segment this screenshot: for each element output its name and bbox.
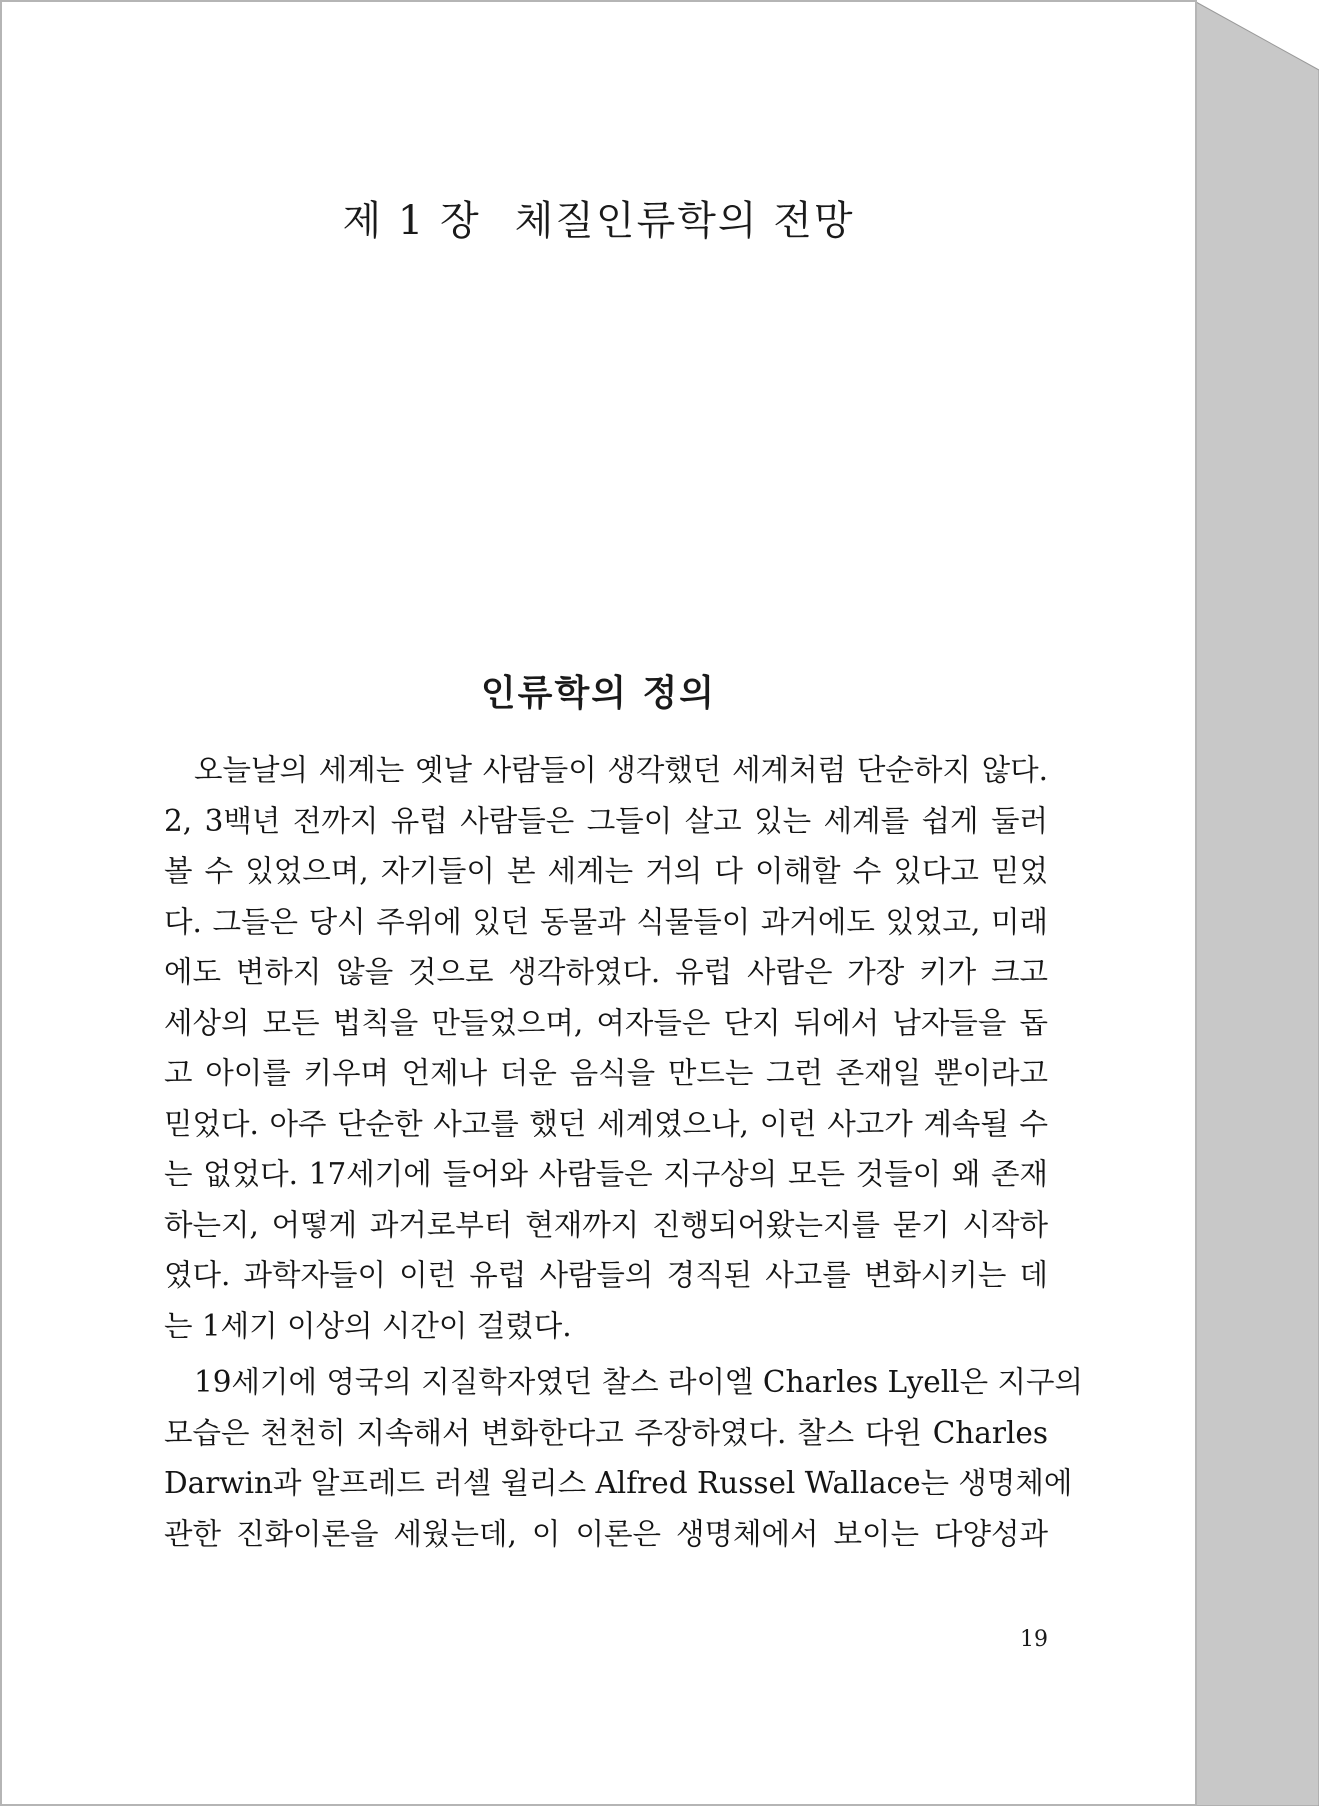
- body-text: [164, 745, 1083, 1559]
- text-line: 에도 변하지 않을 것으로 생각하였다. 유럽 사람은 가장 키가 크고: [164, 955, 1048, 989]
- text-line: Darwin과 알프레드 러셀 윌리스 Alfred Russel Wallace는 생명체에: [164, 1466, 1073, 1500]
- paragraph: [164, 1357, 1083, 1559]
- text-line: 다. 그들은 당시 주위에 있던 동물과 식물들이 과거에도 있었고, 미래: [164, 904, 1048, 939]
- chapter-title: [2, 189, 1195, 246]
- text-line: 세상의 모든 법칙을 만들었으며, 여자들은 단지 뒤에서 남자들을 돕: [164, 1005, 1048, 1040]
- paragraph: [164, 745, 1048, 1351]
- chapter-number: 제 1 장: [342, 197, 481, 244]
- text-line: 오늘날의 세계는 옛날 사람들이 생각했던 세계처럼 단순하지 않다.: [194, 753, 1048, 787]
- section-title: 인류학의 정의: [480, 671, 717, 714]
- text-line: 고 아이를 키우며 언제나 더운 음식을 만드는 그런 존재일 뿐이라고: [164, 1056, 1048, 1090]
- book-page: [2, 2, 1195, 1802]
- text-line: 볼 수 있었으며, 자기들이 본 세계는 거의 다 이해할 수 있다고 믿었: [164, 854, 1048, 888]
- text-line: 는 없었다. 17세기에 들어와 사람들은 지구상의 모든 것들이 왜 존재: [164, 1157, 1048, 1191]
- text-line: 믿었다. 아주 단순한 사고를 했던 세계였으나, 이런 사고가 계속될 수: [164, 1106, 1048, 1141]
- text-line: 모습은 천천히 지속해서 변화한다고 주장하였다. 찰스 다윈 Charles: [164, 1415, 1048, 1450]
- page-number: 19: [1020, 1627, 1048, 1652]
- text-line: 하는지, 어떻게 과거로부터 현재까지 진행되어왔는지를 묻기 시작하: [164, 1207, 1048, 1242]
- text-line: 19세기에 영국의 지질학자였던 찰스 라이엘 Charles Lyell은 지구의: [194, 1365, 1083, 1399]
- text-line: 였다. 과학자들이 이런 유럽 사람들의 경직된 사고를 변화시키는 데: [164, 1258, 1048, 1292]
- chapter-title-text: 체질인류학의 전망: [514, 197, 855, 244]
- text-line: 관한 진화이론을 세웠는데, 이 이론은 생명체에서 보이는 다양성과: [164, 1516, 1048, 1551]
- text-line: 는 1세기 이상의 시간이 걸렸다.: [164, 1308, 572, 1343]
- text-line: 2, 3백년 전까지 유럽 사람들은 그들이 살고 있는 세계를 쉽게 둘러: [164, 803, 1048, 838]
